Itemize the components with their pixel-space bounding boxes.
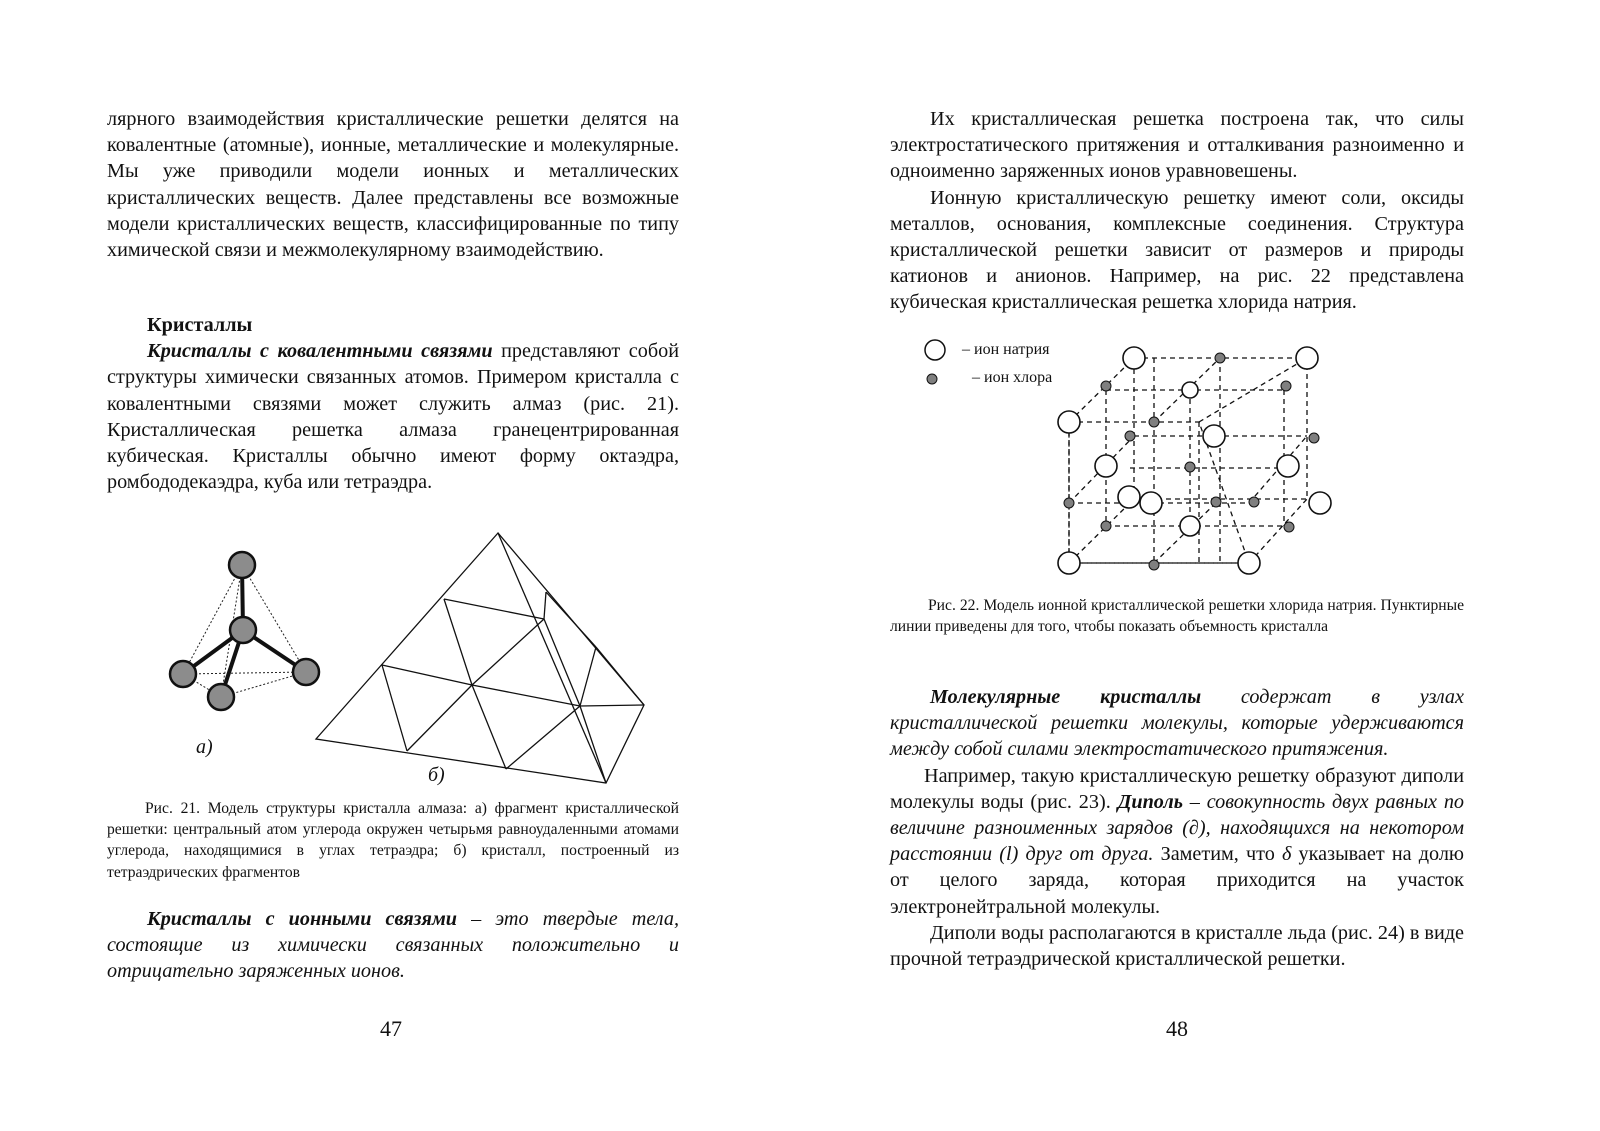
- legend-sodium-label: – ион натрия: [962, 341, 1050, 358]
- carbon-atom-top: [229, 552, 255, 578]
- carbon-atom-left: [170, 661, 196, 687]
- fig21-caption: [107, 798, 679, 883]
- fig21-label-a: а): [196, 736, 213, 758]
- fig21-caption-text: Рис. 21. Модель структуры кристалла алмаза: а) фрагмент кристаллической решетки: центральный атом углерода окружен четырьмя равноудаленными атомами углерода, находящимися в углах тетраэдра; б) кристалл, построенный из тетраэдрических фрагментов: [107, 800, 679, 881]
- dipole-lead: Например, такую кристаллическую решетку образуют диполи молекулы воды (рис. 23).: [890, 764, 1464, 813]
- carbon-atoms: [170, 552, 319, 710]
- molecular-text: содержат в узлах кристаллической решетки молекулы, которые удерживаются между собой силами электростатического притяжения.: [890, 686, 1464, 761]
- sodium-ions: [1058, 347, 1331, 574]
- sodium-ion-legend-icon: [925, 340, 945, 360]
- carbon-atom-center: [230, 617, 256, 643]
- dipole-note-end: указывает на долю от целого заряда, которая приходится на участок электронейтральной молекулы.: [890, 843, 1465, 918]
- ion-legend: [920, 336, 960, 396]
- diamond-fragment-diagram: [160, 548, 330, 718]
- fig22-caption-text: Рис. 22. Модель ионной кристаллической решетки хлорида натрия. Пунктирные линии приведены для того, чтобы показать объемность кристалла: [890, 597, 1464, 636]
- ionic-text: это твердые тела, состоящие из химически связанных положительно и отрицательно заряженных ионов.: [107, 908, 679, 983]
- legend-chlorine-label: – ион хлора: [972, 369, 1053, 386]
- molecular-term: Молекулярные кристаллы: [930, 686, 1202, 708]
- para-forces: Их кристаллическая решетка построена так, что силы электростатического притяжения и отталкивания разноименно и одноименно заряженных ионов уравновешены.: [890, 108, 1464, 183]
- diamond-crystal-diagram: [310, 528, 650, 788]
- covalent-text: представляют собой структуры химически связанных атомов. Примером кристалла с ковалентными связями может служить алмаз (рис. 21). Кристаллическая решетка алмаза гранецентрированная кубическая. Кристаллы обычно имеют форму октаэдра, ромбододекаэдра, куба или тетраэдра.: [107, 340, 680, 494]
- intro-paragraph: [107, 106, 679, 263]
- right-page: [800, 0, 1600, 1131]
- ionic-paragraph: [107, 906, 679, 985]
- covalent-term: Кристаллы с ковалентными связями: [147, 340, 493, 363]
- crystals-section: [107, 312, 679, 495]
- delta-symbol: δ: [1281, 843, 1292, 866]
- para-salts: Ионную кристаллическую решетку имеют соли, оксиды металлов, основания, комплексные соединения. Структура кристаллической решетки зависит от размеров и природы катионов и анионов. Например, на рис. 22 представлена кубическая кристаллическая решетка хлорида натрия.: [890, 186, 1464, 314]
- ionic-term: Кристаллы с ионными связями: [147, 908, 457, 930]
- ionic-text-block: [107, 906, 679, 985]
- ionic-dash: –: [457, 908, 496, 930]
- nacl-lattice-diagram: [1050, 340, 1350, 590]
- molecular-section: [890, 684, 1464, 972]
- dipole-definition: – совокупность двух равных по величине разноименных зарядов (∂), находящихся на некотором расстоянии (l) друг от друга.: [890, 790, 1465, 866]
- molecular-paragraph: [890, 684, 1464, 763]
- page-number-right: 48: [1166, 1016, 1188, 1041]
- dipole-note-start: Заметим, что: [1153, 843, 1282, 866]
- section-heading: Кристаллы: [147, 314, 253, 336]
- page-number-left: 47: [380, 1016, 402, 1041]
- fig21-label-b: б): [428, 764, 445, 786]
- ionic-lattice-paragraphs: [890, 106, 1464, 316]
- chlorine-ion-legend-icon: [927, 374, 937, 384]
- fig22-caption: [890, 595, 1464, 637]
- covalent-paragraph: [107, 338, 679, 495]
- ice-paragraph: Диполи воды располагаются в кристалле льда (рис. 24) в виде прочной тетраэдрической кристаллической решетки.: [890, 921, 1464, 971]
- intro-text: лярного взаимодействия кристаллические решетки делятся на ковалентные (атомные), ионные, металлические и молекулярные. Мы уже приводили модели ионных и металлических кристаллических веществ. Далее представлены все возможные модели кристаллических веществ, классифицированные по типу химической связи и межмолекулярному взаимодействию.: [107, 108, 679, 262]
- dipole-paragraph: [890, 763, 1464, 920]
- dipole-term: Диполь: [1117, 790, 1183, 813]
- carbon-atom-front: [208, 684, 234, 710]
